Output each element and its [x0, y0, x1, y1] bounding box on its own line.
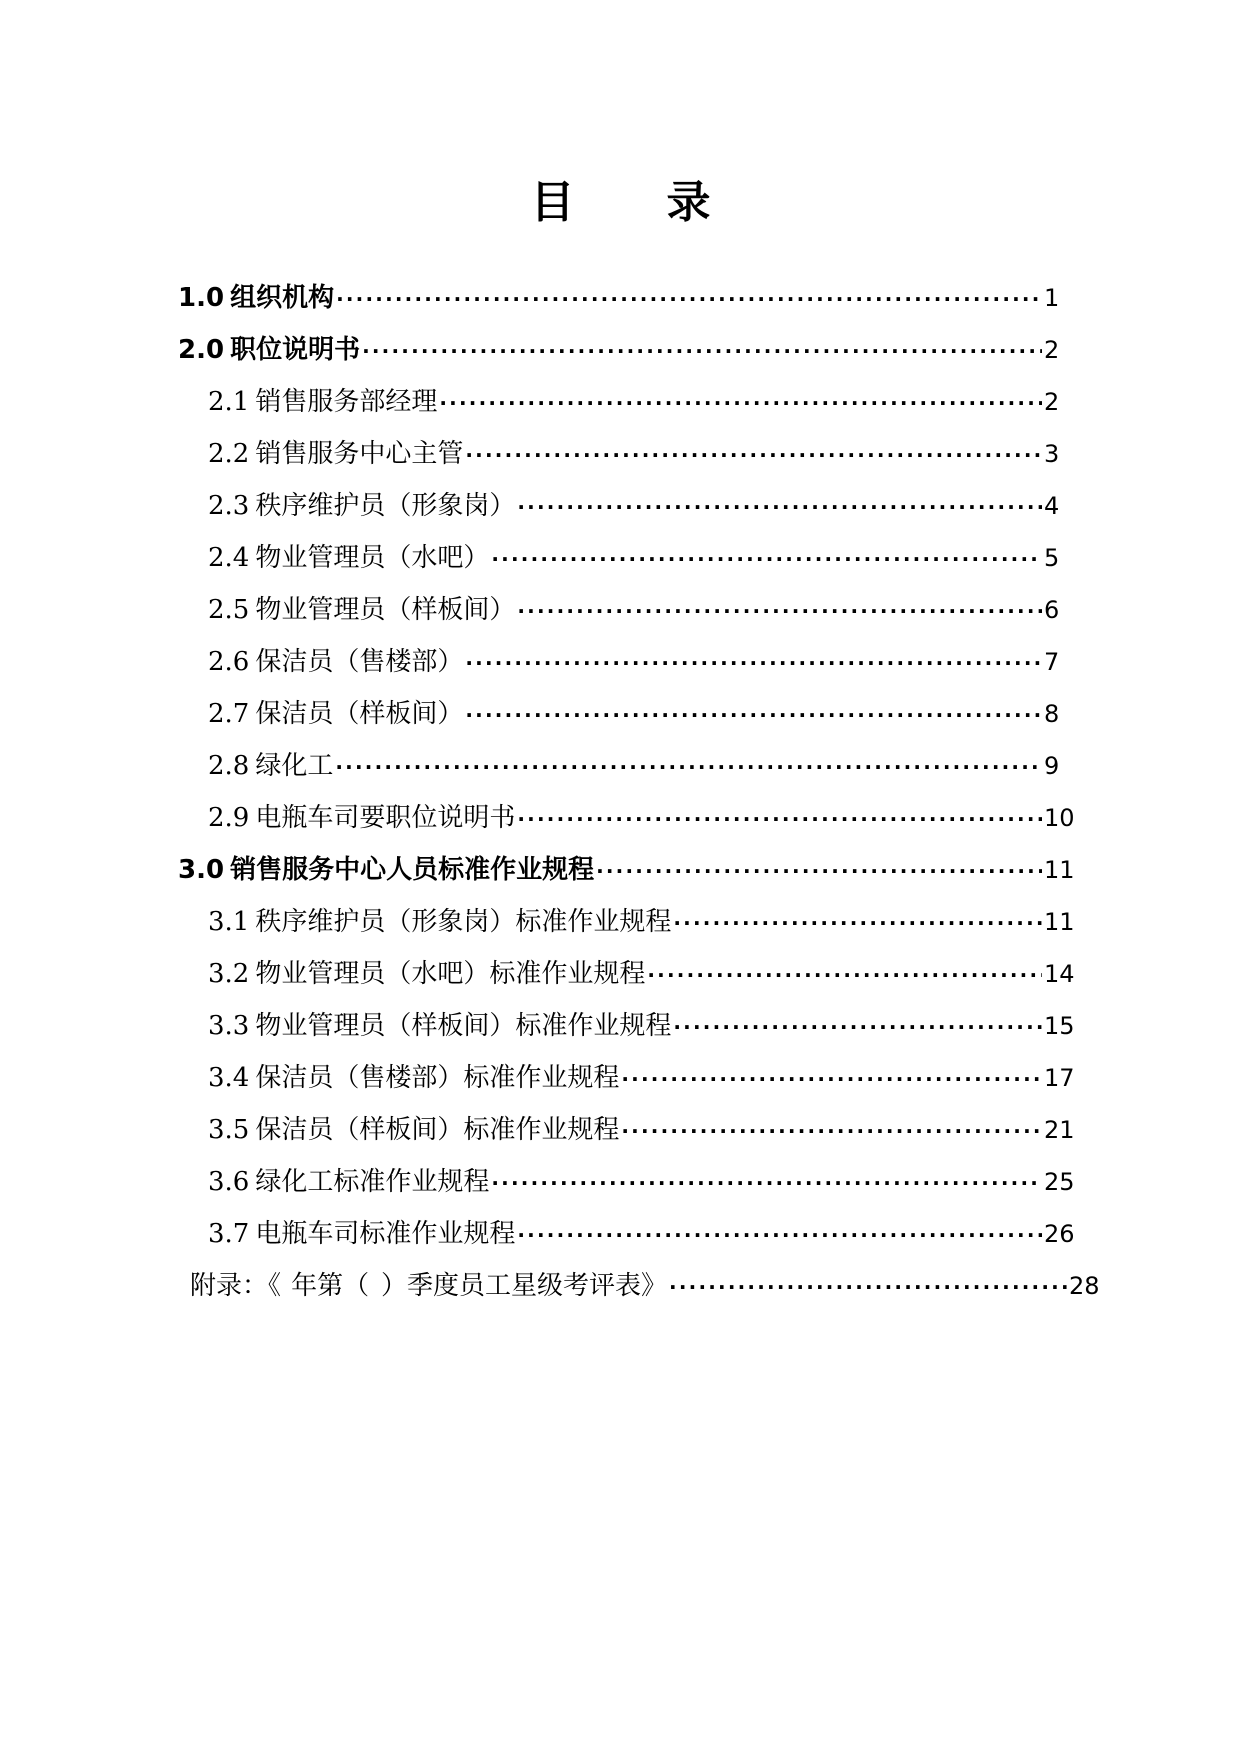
toc-leader-dots [517, 799, 1042, 839]
toc-entry-title: 销售服务中心人员标准作业规程 [230, 855, 595, 885]
toc-entry-page: 15 [1044, 1012, 1075, 1040]
toc-entry[interactable] [208, 902, 1075, 942]
toc-entry[interactable] [178, 850, 1075, 890]
toc-entry-page: 21 [1044, 1116, 1075, 1144]
appendix-suffix: ）季度员工星级考评表》 [381, 1271, 668, 1301]
toc-entry-title: 物业管理员（水吧） [255, 543, 490, 573]
toc-entry-number: 3.5 [208, 1115, 250, 1145]
toc-entry-title: 绿化工标准作业规程 [255, 1167, 490, 1197]
toc-entry-page: 26 [1044, 1220, 1075, 1248]
toc-entry-number: 3.3 [208, 1011, 250, 1041]
toc-leader-dots [362, 331, 1042, 371]
toc-entry[interactable] [208, 1162, 1075, 1202]
toc-entry[interactable] [208, 382, 1058, 422]
toc-leader-dots [465, 435, 1042, 475]
toc-leader-dots [517, 1215, 1042, 1255]
toc-leader-dots [621, 1111, 1042, 1151]
toc-entry-title: 销售服务部经理 [255, 387, 438, 417]
toc-entry-number: 3.1 [208, 907, 250, 937]
toc-entry-title: 保洁员（售楼部）标准作业规程 [255, 1063, 620, 1093]
toc-entry[interactable] [208, 694, 1058, 734]
page-title [0, 168, 1241, 228]
toc-entry-title: 职位说明书 [230, 335, 361, 365]
toc-entry-title: 物业管理员（样板间）标准作业规程 [255, 1011, 672, 1041]
toc-leader-dots [336, 279, 1042, 319]
title-char-1: 目 [530, 177, 575, 228]
toc-entry[interactable] [208, 1214, 1075, 1254]
toc-entry-title: 保洁员（样板间）标准作业规程 [255, 1115, 620, 1145]
toc-entry-page: 28 [1069, 1272, 1100, 1300]
toc-entry[interactable] [208, 1006, 1075, 1046]
toc-leader-dots [517, 591, 1042, 631]
toc-entry-title: 组织机构 [230, 283, 335, 313]
toc-entry-number: 2.5 [208, 595, 250, 625]
toc-entry-page: 17 [1044, 1064, 1075, 1092]
toc-leader-dots [673, 903, 1042, 943]
toc-entry-page: 10 [1044, 804, 1075, 832]
toc-entry[interactable] [178, 278, 1058, 318]
toc-entry-page: 14 [1044, 960, 1075, 988]
toc-leader-dots [491, 1163, 1042, 1203]
toc-entry-number: 3.0 [178, 855, 225, 885]
toc-entry-title: 秩序维护员（形象岗） [255, 491, 516, 521]
toc-entry-number: 2.9 [208, 803, 250, 833]
toc-entry-number: 2.0 [178, 335, 225, 365]
toc-leader-dots [491, 539, 1042, 579]
toc-leader-dots [517, 487, 1042, 527]
toc-entry[interactable] [208, 590, 1058, 630]
toc-entry-number: 2.7 [208, 699, 250, 729]
toc-entry-number: 2.1 [208, 387, 250, 417]
toc-entry-page: 11 [1044, 856, 1075, 884]
toc-entry-number: 2.3 [208, 491, 250, 521]
toc-entry-page: 9 [1044, 752, 1060, 780]
toc-leader-dots [673, 1007, 1042, 1047]
toc-entry-number: 3.4 [208, 1063, 250, 1093]
toc-entry[interactable] [208, 434, 1058, 474]
toc-entry-title: 销售服务中心主管 [255, 439, 464, 469]
toc-entry[interactable] [208, 746, 1058, 786]
toc-entry-number: 1.0 [178, 283, 225, 313]
toc-leader-dots [335, 747, 1042, 787]
toc-entry-page: 7 [1044, 648, 1060, 676]
toc-entry[interactable] [208, 798, 1075, 838]
toc-entry-page: 2 [1044, 388, 1060, 416]
toc-entry-page: 2 [1044, 336, 1060, 364]
toc-appendix-entry[interactable] [190, 1266, 1100, 1306]
toc-entry-title: 保洁员（售楼部） [255, 647, 464, 677]
toc-entry-page: 5 [1044, 544, 1060, 572]
toc-entry-title: 电瓶车司要职位说明书 [255, 803, 516, 833]
toc-leader-dots [669, 1267, 1067, 1307]
toc-entry-page: 6 [1044, 596, 1060, 624]
toc-leader-dots [439, 383, 1042, 423]
toc-leader-dots [465, 643, 1042, 683]
toc-entry-page: 11 [1044, 908, 1075, 936]
toc-entry[interactable] [208, 954, 1075, 994]
toc-entry-number: 3.7 [208, 1219, 250, 1249]
toc-entry-number: 3.6 [208, 1167, 250, 1197]
toc-entry[interactable] [208, 1058, 1075, 1098]
toc-entry[interactable] [208, 486, 1058, 526]
title-char-2: 录 [666, 177, 711, 228]
toc-entry-number: 2.6 [208, 647, 250, 677]
toc-leader-dots [621, 1059, 1042, 1099]
toc-leader-dots [596, 851, 1042, 891]
toc-leader-dots [647, 955, 1042, 995]
toc-entry[interactable] [208, 1110, 1075, 1150]
toc-entry[interactable] [208, 642, 1058, 682]
appendix-middle: 年第（ [291, 1271, 370, 1301]
toc-entry-title: 绿化工 [255, 751, 334, 781]
toc-entry-page: 8 [1044, 700, 1060, 728]
toc-entry[interactable] [178, 330, 1058, 370]
toc-entry-title: 物业管理员（样板间） [255, 595, 516, 625]
toc-entry-number: 2.8 [208, 751, 250, 781]
toc-entry-page: 3 [1044, 440, 1060, 468]
toc-entry-number: 3.2 [208, 959, 250, 989]
toc-entry-page: 1 [1044, 284, 1060, 312]
toc-entry-page: 25 [1044, 1168, 1075, 1196]
toc-leader-dots [465, 695, 1042, 735]
toc-entry-title: 保洁员（样板间） [255, 699, 464, 729]
toc-entry-title: 物业管理员（水吧）标准作业规程 [255, 959, 646, 989]
toc-entry-page: 4 [1044, 492, 1060, 520]
toc-entry[interactable] [208, 538, 1058, 578]
toc-entry-title: 电瓶车司标准作业规程 [255, 1219, 516, 1249]
appendix-prefix: 附录：《 [190, 1271, 282, 1301]
toc-entry-number: 2.2 [208, 439, 250, 469]
toc-entry-title: 秩序维护员（形象岗）标准作业规程 [255, 907, 672, 937]
toc-entry-number: 2.4 [208, 543, 250, 573]
